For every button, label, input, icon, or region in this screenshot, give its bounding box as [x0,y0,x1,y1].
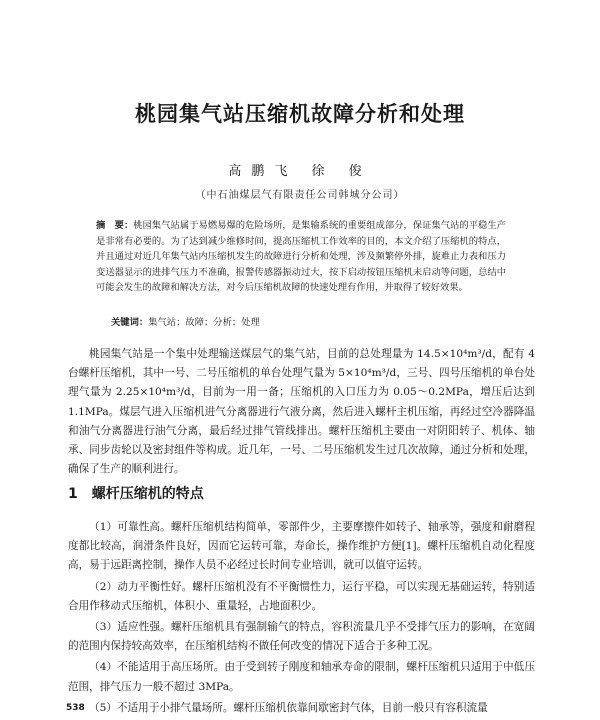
abstract-label: 摘 要： [96,220,134,231]
list-item: （2）动力平衡性好。螺杆压缩机没有不平衡惯性力，运行平稳，可以实现无基础运转，特别适合用作移动式压缩机，体积小、重量轻，占地面积少。 [68,580,535,612]
section-title: 螺杆压缩机的特点 [91,486,204,502]
author-names: 高鹏飞 徐 俊 [228,164,372,179]
keywords-text: 集气站；故障；分析；处理 [148,317,260,328]
list-item: （1）可靠性高。螺杆压缩机结构简单，零部件少，主要摩擦件如转子、轴承等，强度和耐磨程度都比较高，润滑条件良好，因而它运转可靠，寿命长，操作维护方便[1]。螺杆压缩机自动化程度高，易于远距离控制，操作人员不必经过长时间专业培训，就可以值守运转。 [68,521,535,572]
list-item: （5）不适用于小排气量场所。螺杆压缩机依靠间歇密封气体，目前一般只有容积流量 [89,701,488,714]
intro-section [68,345,535,479]
page-number: 538 [66,703,85,713]
abstract [96,218,506,296]
list-item: （3）适应性强。螺杆压缩机具有强制输气的特点，容积流量几乎不受排气压力的影响，在宽阔的范围内保持较高效率，在压缩机结构不做任何改变的情况下适合于多种工况。 [68,621,535,653]
author-affiliation: （中石油煤层气有限责任公司韩城分公司） [195,190,405,201]
keywords [111,315,506,330]
keywords-label: 关键词： [111,317,149,328]
section-heading [68,483,204,503]
feature-list [68,518,535,720]
list-item: （4）不能适用于高压场所。由于受到转子刚度和轴承寿命的限制，螺杆压缩机只适用于中低压范围，排气压力一般不超过 3MPa。 [68,661,535,693]
section-number: 1 [68,486,78,502]
intro-paragraph: 桃园集气站是一个集中处理输送煤层气的集气站，目前的总处理量为 14.5×10⁴m³/d，配有 4 台螺杆压缩机，其中一号、二号压缩机的单台处理气量为 5×10⁴m³/d，三号、四号压缩机的单台处理气量为 2.25×10⁴m³/d，目前为一用一备；压缩机的入口压力为 0.05～0.2MPa，增压后达到 1.1MPa。煤层气进入压缩机进气分离器进行气液分离，然后进入螺杆主机压缩，再经过空冷器降温和油气分离器进行油气分离，最后经过排气管线排出。螺杆压缩机主要由一对阴阳转子、机体、轴承、同步齿轮以及密封组件等构成。近几年，一号、二号压缩机发生过几次故障，通过分析和处理，确保了生产的顺利进行。 [68,348,535,476]
abstract-text: 桃园集气站属于易燃易爆的危险场所，是集输系统的重要组成部分，保证集气站的平稳生产是非常有必要的。为了达到减少维修时间，提高压缩机工作效率的目的，本文介绍了压缩机的特点，并且通过对近几年集气站内压缩机发生的故障进行分析和处理，涉及频繁停外排，旋难止力表和压力变送器显示的进排气压力不准确，报警传感器振动过大，按下启动按钮压缩机未启动等问题，总结中可能会发生的故障和解决方法，对今后压缩机故障的快速处理有作用，并取得了较好效果。 [96,220,506,293]
paper-title: 桃园集气站压缩机故障分析和处理 [135,102,465,126]
